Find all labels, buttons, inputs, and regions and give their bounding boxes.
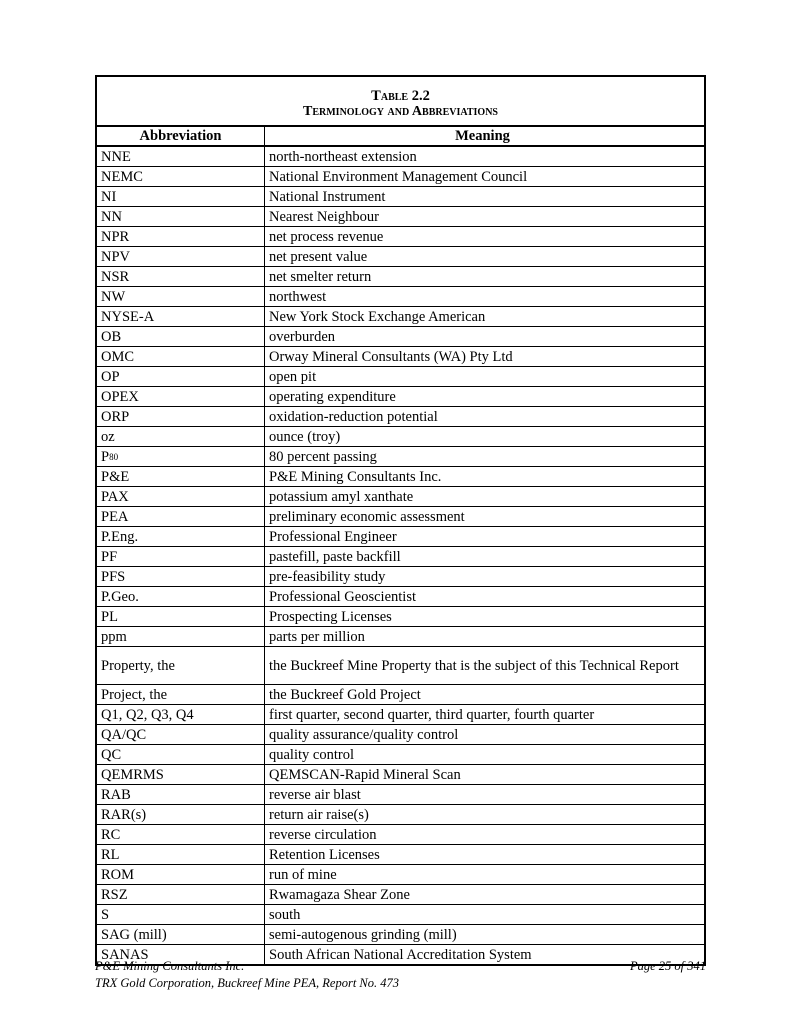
meaning-cell [265,745,704,764]
abbreviation-cell [97,227,265,246]
table-body [97,147,704,964]
table-header-row [97,127,704,147]
abbreviation-cell [97,925,265,944]
meaning-cell [265,587,704,606]
table-row [97,147,704,167]
abbreviation-cell [97,725,265,744]
meaning-text: semi-autogenous grinding (mill) [269,926,457,943]
table-row [97,307,704,327]
abbreviation-text: P [101,448,110,465]
abbreviation-cell [97,845,265,864]
meaning-cell [265,207,704,226]
meaning-cell [265,247,704,266]
meaning-cell [265,905,704,924]
abbreviation-text: OP [101,368,120,385]
meaning-text: parts per million [269,628,365,645]
page-footer [95,958,706,992]
meaning-text: first quarter, second quarter, third quarter, fourth quarter [269,706,595,723]
table-row [97,547,704,567]
meaning-text: oxidation-reduction potential [269,408,438,425]
table-row [97,705,704,725]
abbreviation-text: Project, the [101,686,168,703]
abbreviation-text: RAB [101,786,131,803]
abbreviation-text: ppm [101,628,127,645]
meaning-cell [265,367,704,386]
abbreviation-text: P.Geo. [101,588,139,605]
abbreviation-text: RC [101,826,121,843]
table-row [97,587,704,607]
abbreviation-text: QC [101,746,122,763]
table-row [97,187,704,207]
abbreviation-cell [97,147,265,166]
abbreviation-text: PL [101,608,118,625]
table-row [97,785,704,805]
abbreviation-text: OPEX [101,388,139,405]
abbreviation-text: SAG (mill) [101,926,167,943]
abbreviation-cell [97,367,265,386]
meaning-cell [265,885,704,904]
abbreviation-cell [97,705,265,724]
abbreviation-cell [97,685,265,704]
table-row [97,865,704,885]
table-caption [97,77,704,127]
abbreviation-text: ROM [101,866,135,883]
abbreviation-text: P&E [101,468,130,485]
footer-company: P&E Mining Consultants Inc. [95,959,245,973]
abbreviation-cell [97,765,265,784]
table-row [97,627,704,647]
meaning-text: overburden [269,328,336,345]
meaning-cell [265,147,704,166]
abbreviation-cell [97,167,265,186]
abbreviation-cell [97,825,265,844]
table-row [97,287,704,307]
table-row [97,567,704,587]
table-title: Terminology and Abbreviations [303,104,498,119]
abbreviation-cell [97,487,265,506]
table-row [97,347,704,367]
meaning-text: National Environment Management Council [269,168,528,185]
abbreviation-text: ORP [101,408,130,425]
table-row [97,845,704,865]
meaning-text: quality assurance/quality control [269,726,459,743]
meaning-text: pre-feasibility study [269,568,386,585]
abbreviation-text: QEMRMS [101,766,164,783]
abbreviation-cell [97,507,265,526]
header-meaning: Meaning [455,128,510,144]
abbreviation-cell [97,627,265,646]
table-row [97,925,704,945]
header-abbreviation: Abbreviation [97,127,265,145]
abbreviation-cell [97,247,265,266]
meaning-cell [265,647,704,684]
meaning-cell [265,685,704,704]
table-number: Table 2.2 [371,88,430,104]
table-row [97,467,704,487]
abbreviation-cell [97,905,265,924]
meaning-text: the Buckreef Mine Property that is the subject of this Technical Report [269,657,679,674]
table-row [97,407,704,427]
meaning-cell [265,387,704,406]
meaning-cell [265,627,704,646]
abbreviation-text: PF [101,548,118,565]
abbreviation-text: OMC [101,348,135,365]
abbreviation-cell [97,427,265,446]
abbreviation-cell [97,547,265,566]
meaning-text: Retention Licenses [269,846,380,863]
meaning-cell [265,567,704,586]
table-row [97,207,704,227]
table-row [97,367,704,387]
abbreviation-text: NN [101,208,122,225]
abbreviation-text: S [101,906,110,923]
meaning-text: south [269,906,301,923]
meaning-text: South African National Accreditation System [269,946,532,963]
table-row [97,327,704,347]
meaning-text: quality control [269,746,354,763]
abbreviation-text: P.Eng. [101,528,139,545]
meaning-text: reverse air blast [269,786,361,803]
meaning-cell [265,507,704,526]
meaning-text: P&E Mining Consultants Inc. [269,468,442,485]
table-row [97,825,704,845]
meaning-cell [265,805,704,824]
meaning-cell [265,347,704,366]
abbreviation-cell [97,447,265,466]
meaning-cell [265,227,704,246]
meaning-text: open pit [269,368,317,385]
meaning-text: 80 percent passing [269,448,377,465]
abbreviation-text: QA/QC [101,726,147,743]
meaning-cell [265,785,704,804]
abbreviation-text: oz [101,428,115,445]
abbreviations-table [95,75,706,966]
abbreviation-cell [97,347,265,366]
meaning-cell [265,765,704,784]
meaning-text: return air raise(s) [269,806,369,823]
table-row [97,607,704,627]
abbreviation-text: PFS [101,568,126,585]
meaning-text: run of mine [269,866,337,883]
table-row [97,447,704,467]
table-row [97,885,704,905]
meaning-cell [265,407,704,426]
meaning-cell [265,307,704,326]
meaning-text: pastefill, paste backfill [269,548,401,565]
meaning-cell [265,527,704,546]
table-row [97,227,704,247]
meaning-text: Orway Mineral Consultants (WA) Pty Ltd [269,348,513,365]
abbreviation-cell [97,885,265,904]
meaning-cell [265,427,704,446]
abbreviation-cell [97,647,265,684]
abbreviation-cell [97,307,265,326]
meaning-cell [265,187,704,206]
meaning-cell [265,925,704,944]
table-row [97,487,704,507]
abbreviation-cell [97,785,265,804]
abbreviation-text: RSZ [101,886,128,903]
meaning-text: Nearest Neighbour [269,208,379,225]
table-row [97,267,704,287]
meaning-cell [265,267,704,286]
meaning-cell [265,287,704,306]
abbreviation-cell [97,467,265,486]
meaning-text: Professional Engineer [269,528,397,545]
meaning-text: reverse circulation [269,826,377,843]
abbreviation-text: NSR [101,268,130,285]
meaning-cell [265,167,704,186]
meaning-cell [265,607,704,626]
meaning-text: Prospecting Licenses [269,608,392,625]
table-row [97,507,704,527]
footer-page-number: Page 25 of 341 [629,959,706,973]
meaning-cell [265,447,704,466]
abbreviation-cell [97,607,265,626]
footer-report: TRX Gold Corporation, Buckreef Mine PEA, Report No. 473 [95,976,400,990]
meaning-text: preliminary economic assessment [269,508,465,525]
meaning-cell [265,705,704,724]
abbreviation-text: NPR [101,228,130,245]
table-row [97,427,704,447]
abbreviation-text: NNE [101,148,131,165]
abbreviation-text: PAX [101,488,129,505]
meaning-text: northwest [269,288,327,305]
table-row [97,647,704,685]
abbreviation-text: RL [101,846,120,863]
abbreviation-subscript: 80 [109,451,119,462]
meaning-text: ounce (troy) [269,428,341,445]
meaning-text: Professional Geoscientist [269,588,416,605]
table-row [97,725,704,745]
abbreviation-text: NYSE-A [101,308,155,325]
abbreviation-cell [97,587,265,606]
meaning-cell [265,845,704,864]
meaning-text: potassium amyl xanthate [269,488,414,505]
abbreviation-cell [97,865,265,884]
meaning-cell [265,725,704,744]
abbreviation-text: NW [101,288,126,305]
abbreviation-text: SANAS [101,946,149,963]
meaning-cell [265,865,704,884]
meaning-text: National Instrument [269,188,386,205]
abbreviation-cell [97,327,265,346]
abbreviation-text: PEA [101,508,129,525]
abbreviation-text: Property, the [101,657,175,674]
abbreviation-cell [97,387,265,406]
table-row [97,527,704,547]
abbreviation-cell [97,805,265,824]
abbreviation-cell [97,287,265,306]
meaning-text: New York Stock Exchange American [269,308,486,325]
meaning-text: operating expenditure [269,388,396,405]
abbreviation-text: Q1, Q2, Q3, Q4 [101,706,194,723]
meaning-text: the Buckreef Gold Project [269,686,421,703]
meaning-text: QEMSCAN-Rapid Mineral Scan [269,766,461,783]
table-row [97,745,704,765]
table-row [97,805,704,825]
abbreviation-text: OB [101,328,122,345]
table-row [97,685,704,705]
table-row [97,247,704,267]
meaning-text: net present value [269,248,368,265]
abbreviation-cell [97,187,265,206]
meaning-cell [265,467,704,486]
abbreviation-cell [97,267,265,286]
meaning-cell [265,825,704,844]
meaning-text: net smelter return [269,268,372,285]
abbreviation-text: NPV [101,248,131,265]
abbreviation-cell [97,745,265,764]
meaning-text: north-northeast extension [269,148,417,165]
meaning-text: Rwamagaza Shear Zone [269,886,410,903]
abbreviation-cell [97,407,265,426]
abbreviation-text: RAR(s) [101,806,147,823]
table-row [97,387,704,407]
meaning-cell [265,547,704,566]
meaning-cell [265,487,704,506]
table-row [97,905,704,925]
abbreviation-cell [97,207,265,226]
abbreviation-text: NI [101,188,117,205]
abbreviation-cell [97,567,265,586]
table-row [97,167,704,187]
meaning-cell [265,327,704,346]
table-row [97,765,704,785]
abbreviation-cell [97,527,265,546]
meaning-text: net process revenue [269,228,384,245]
abbreviation-text: NEMC [101,168,143,185]
